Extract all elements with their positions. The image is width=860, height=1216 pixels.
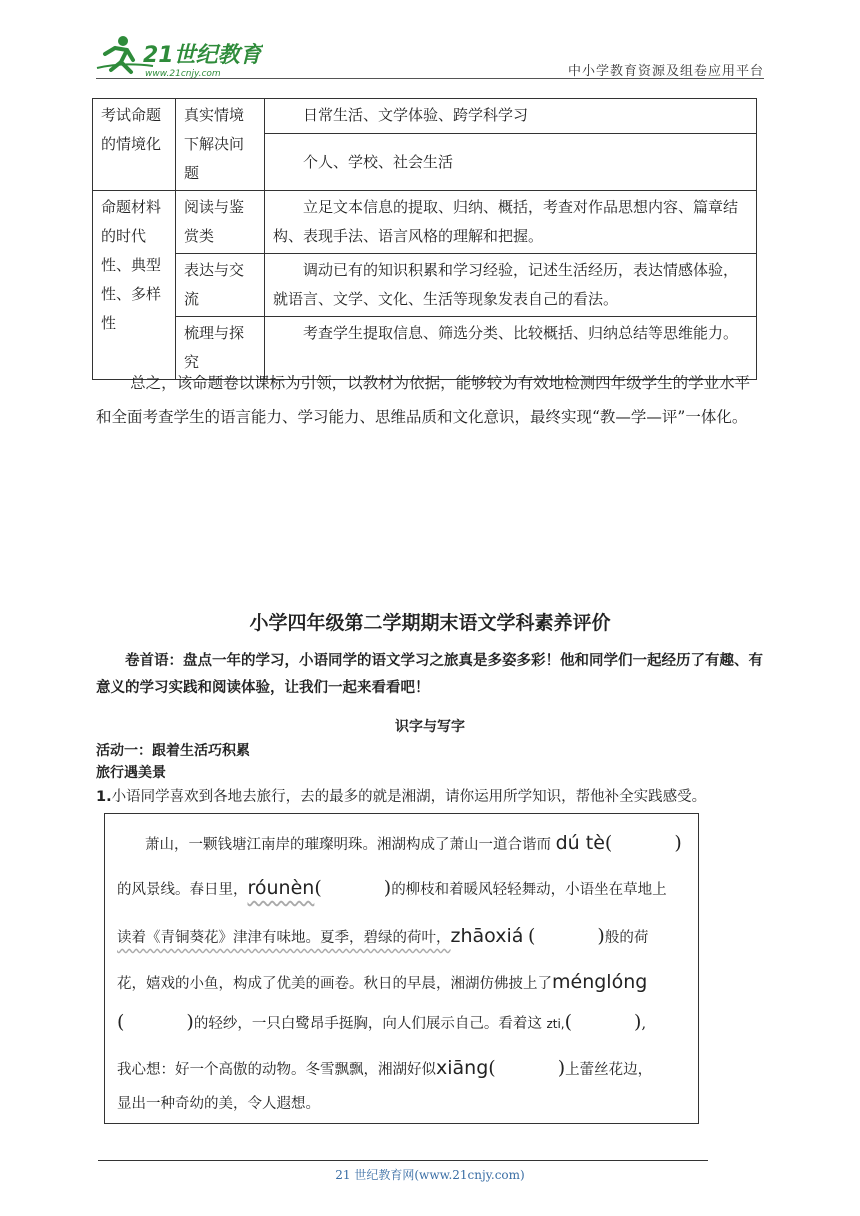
passage-line: ( )的轻纱，一只白鹭昂手挺胸，向人们展示自己。看着这 zti,( ),	[117, 1011, 647, 1033]
pinyin-prompt: dú tè	[555, 832, 605, 854]
logo-main-text: 21世纪教育	[143, 43, 262, 68]
table-cell: 立足文本信息的提取、归纳、概括，考查对作品思想内容、篇章结构、表现手法、语言风格的理解和把握。	[265, 191, 757, 254]
passage-line: 读着《青铜葵花》津津有味地。夏季，碧绿的荷叶，zhāoxiá ( )般的荷	[117, 925, 649, 947]
table-cell: 表达与交流	[176, 254, 265, 317]
header-platform-text: 中小学教育资源及组卷应用平台	[567, 64, 764, 79]
summary-paragraph: 总之，该命题卷以课标为引领，以教材为依据，能够较为有效地检测四年级学生的学业水平和全面考查学生的语言能力、学习能力、思维品质和文化意识，最终实现“教—学—评”一体化。	[96, 374, 751, 426]
subheading: 旅行遇美景	[96, 765, 166, 781]
activity-heading: 活动一：跟着生活巧积累	[96, 743, 250, 759]
header-divider	[96, 78, 764, 79]
passage-line: 的风景线。春日里，róunèn( )的柳枝和着暖风轻轻舞动，小语坐在草地上	[117, 877, 667, 899]
table-cell: 梳理与探究	[176, 317, 265, 380]
passage-line: 我心想：好一个高傲的动物。冬雪飘飘，湘湖好似xiāng( )上蕾丝花边，	[117, 1057, 653, 1079]
table-cell: 日常生活、文学体验、跨学科学习	[265, 99, 757, 134]
pinyin-prompt: zhāoxiá	[450, 925, 524, 947]
table-row	[93, 254, 757, 317]
table-cell: 阅读与鉴赏类	[176, 191, 265, 254]
table-cell: 考查学生提取信息、筛选分类、比较概括、归纳总结等思维能力。	[265, 317, 757, 380]
table-cell: 个人、学校、社会生活	[265, 133, 757, 190]
table-cell: 考试命题的情境化	[93, 99, 176, 191]
logo-url-text: www.21cnjy.com	[145, 69, 221, 79]
preface-text: 卷首语：盘点一年的学习，小语同学的语文学习之旅真是多姿多彩！他和同学们一起经历了有趣、有意义的学习实践和阅读体验，让我们一起来看看吧！	[96, 653, 763, 696]
logo	[93, 32, 263, 82]
table-row	[93, 191, 757, 254]
passage-line: 显出一种奇幼的美，令人遐想。	[117, 1096, 320, 1112]
passage-line: 萧山，一颗钱塘江南岸的璀璨明珠。湘湖构成了萧山一道合谐而 dú tè( )	[145, 832, 682, 854]
pinyin-prompt: ménglóng	[552, 971, 648, 993]
assessment-table	[92, 98, 757, 380]
pinyin-prompt: zti,	[546, 1017, 565, 1031]
table-cell: 真实情境下解决问题	[176, 99, 265, 191]
section-heading: 识字与写字	[395, 719, 465, 735]
passage-line: 花，嬉戏的小鱼，构成了优美的画卷。秋日的早晨，湘湖仿佛披上了ménglóng	[117, 971, 648, 993]
table-row	[93, 99, 757, 134]
question-1: 1.小语同学喜欢到各地去旅行，去的最多的就是湘湖，请你运用所学知识，帮他补全实践感受。	[96, 789, 707, 805]
pinyin-prompt: róunèn	[247, 877, 315, 899]
passage-box	[104, 813, 699, 1124]
pinyin-prompt: xiāng	[436, 1057, 489, 1079]
footer-divider	[98, 1160, 708, 1161]
document-title: 小学四年级第二学期期末语文学科素养评价	[249, 612, 611, 634]
footer-link[interactable]: 21 世纪教育网(www.21cnjy.com)	[335, 1168, 525, 1182]
table-cell: 调动已有的知识积累和学习经验，记述生活经历，表达情感体验，就语言、文学、文化、生活等现象发表自己的看法。	[265, 254, 757, 317]
table-cell: 命题材料的时代性、典型性、多样性	[93, 191, 176, 380]
